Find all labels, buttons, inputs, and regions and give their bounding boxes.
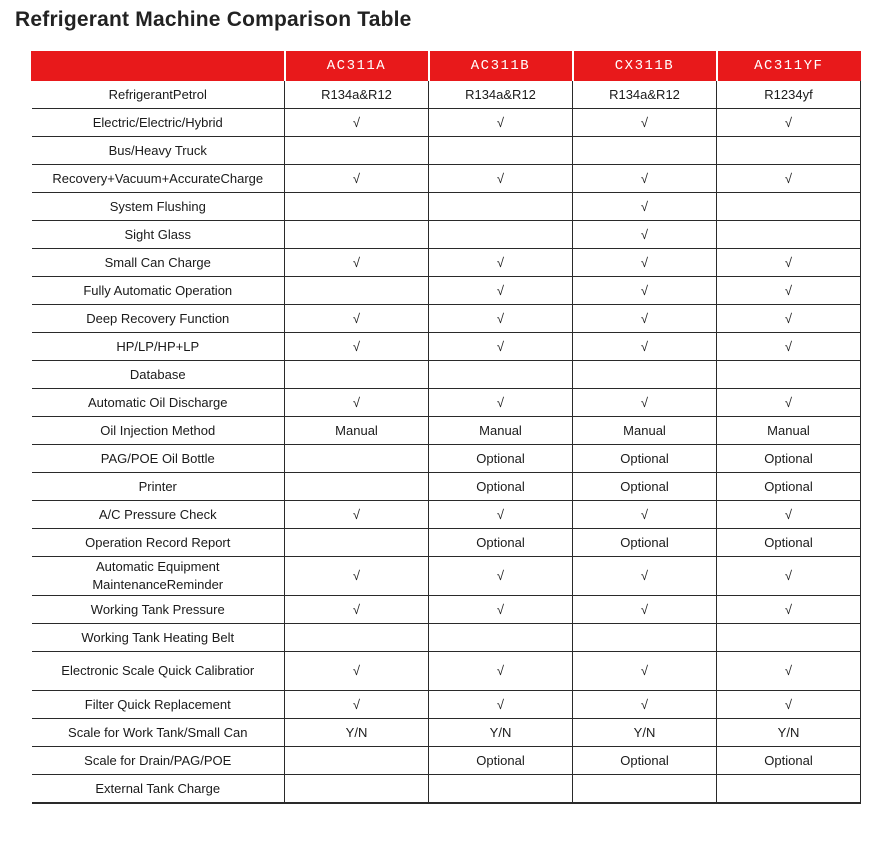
value-cell — [285, 747, 429, 775]
table-header — [32, 52, 861, 81]
check-mark-cell: √ — [285, 389, 429, 417]
value-cell: Optional — [573, 473, 717, 501]
feature-label: Working Tank Heating Belt — [32, 624, 285, 652]
value-cell — [429, 137, 573, 165]
header-feature-cell — [32, 52, 285, 81]
feature-label: Sight Glass — [32, 221, 285, 249]
table-row — [32, 277, 861, 305]
feature-label: A/C Pressure Check — [32, 501, 285, 529]
value-cell: Optional — [717, 529, 861, 557]
table-row — [32, 747, 861, 775]
value-cell: R134a&R12 — [285, 81, 429, 109]
check-mark-cell: √ — [717, 596, 861, 624]
value-cell — [573, 775, 717, 804]
check-mark-cell: √ — [285, 305, 429, 333]
check-mark-cell: √ — [717, 333, 861, 361]
value-cell — [285, 137, 429, 165]
value-cell: R134a&R12 — [573, 81, 717, 109]
value-cell — [285, 529, 429, 557]
check-mark-cell: √ — [285, 165, 429, 193]
check-mark-cell: √ — [285, 596, 429, 624]
feature-label: RefrigerantPetrol — [32, 81, 285, 109]
value-cell — [285, 775, 429, 804]
check-mark-cell: √ — [573, 193, 717, 221]
value-cell — [429, 361, 573, 389]
value-cell: Y/N — [429, 719, 573, 747]
header-row — [32, 52, 861, 81]
value-cell — [285, 193, 429, 221]
check-mark-cell: √ — [717, 652, 861, 691]
check-mark-cell: √ — [285, 501, 429, 529]
check-mark-cell: √ — [285, 333, 429, 361]
check-mark-cell: √ — [573, 501, 717, 529]
feature-label: Scale for Drain/PAG/POE — [32, 747, 285, 775]
table-row — [32, 691, 861, 719]
value-cell — [717, 193, 861, 221]
feature-label: Electric/Electric/Hybrid — [32, 109, 285, 137]
check-mark-cell: √ — [717, 691, 861, 719]
feature-label: HP/LP/HP+LP — [32, 333, 285, 361]
feature-label: Automatic Oil Discharge — [32, 389, 285, 417]
value-cell — [285, 445, 429, 473]
value-cell: Y/N — [573, 719, 717, 747]
table-row — [32, 81, 861, 109]
check-mark-cell: √ — [285, 249, 429, 277]
table-row — [32, 109, 861, 137]
page-title: Refrigerant Machine Comparison Table — [15, 8, 412, 31]
value-cell: Optional — [573, 445, 717, 473]
check-mark-cell: √ — [285, 557, 429, 596]
table-body — [32, 81, 861, 804]
value-cell: Manual — [285, 417, 429, 445]
check-mark-cell: √ — [429, 109, 573, 137]
value-cell — [285, 624, 429, 652]
table-row — [32, 389, 861, 417]
check-mark-cell: √ — [573, 277, 717, 305]
check-mark-cell: √ — [717, 305, 861, 333]
value-cell — [285, 473, 429, 501]
check-mark-cell: √ — [717, 109, 861, 137]
table-row — [32, 193, 861, 221]
feature-label: Small Can Charge — [32, 249, 285, 277]
table-row — [32, 652, 861, 691]
check-mark-cell: √ — [285, 109, 429, 137]
check-mark-cell: √ — [429, 691, 573, 719]
table-row — [32, 361, 861, 389]
feature-label: PAG/POE Oil Bottle — [32, 445, 285, 473]
table-row — [32, 305, 861, 333]
value-cell: Optional — [573, 529, 717, 557]
table-row — [32, 596, 861, 624]
check-mark-cell: √ — [429, 333, 573, 361]
check-mark-cell: √ — [717, 249, 861, 277]
value-cell — [429, 775, 573, 804]
feature-label: Working Tank Pressure — [32, 596, 285, 624]
value-cell: R1234yf — [717, 81, 861, 109]
feature-label: Database — [32, 361, 285, 389]
value-cell — [429, 193, 573, 221]
table-row — [32, 473, 861, 501]
check-mark-cell: √ — [429, 652, 573, 691]
value-cell — [573, 624, 717, 652]
check-mark-cell: √ — [717, 557, 861, 596]
table-row — [32, 501, 861, 529]
value-cell: R134a&R12 — [429, 81, 573, 109]
value-cell: Manual — [429, 417, 573, 445]
check-mark-cell: √ — [573, 249, 717, 277]
value-cell — [285, 221, 429, 249]
table-row — [32, 137, 861, 165]
value-cell — [717, 624, 861, 652]
header-model-ac311yf: AC311YF — [717, 52, 861, 81]
value-cell: Optional — [717, 473, 861, 501]
check-mark-cell: √ — [429, 165, 573, 193]
check-mark-cell: √ — [573, 389, 717, 417]
table-row — [32, 417, 861, 445]
feature-label: External Tank Charge — [32, 775, 285, 804]
value-cell: Optional — [429, 529, 573, 557]
table-row — [32, 719, 861, 747]
table-row — [32, 333, 861, 361]
value-cell: Manual — [717, 417, 861, 445]
feature-label: Deep Recovery Function — [32, 305, 285, 333]
check-mark-cell: √ — [429, 249, 573, 277]
value-cell — [717, 775, 861, 804]
table-row — [32, 165, 861, 193]
feature-label: Printer — [32, 473, 285, 501]
table-row — [32, 775, 861, 804]
table-row — [32, 557, 861, 596]
table-row — [32, 529, 861, 557]
value-cell — [573, 137, 717, 165]
check-mark-cell: √ — [429, 277, 573, 305]
feature-label: Fully Automatic Operation — [32, 277, 285, 305]
feature-label: Electronic Scale Quick Calibratior — [32, 652, 285, 691]
value-cell — [717, 221, 861, 249]
check-mark-cell: √ — [573, 652, 717, 691]
check-mark-cell: √ — [573, 333, 717, 361]
value-cell: Y/N — [285, 719, 429, 747]
check-mark-cell: √ — [429, 557, 573, 596]
check-mark-cell: √ — [717, 389, 861, 417]
header-model-ac311b: AC311B — [429, 52, 573, 81]
feature-label: Filter Quick Replacement — [32, 691, 285, 719]
feature-label: Bus/Heavy Truck — [32, 137, 285, 165]
check-mark-cell: √ — [573, 691, 717, 719]
check-mark-cell: √ — [573, 165, 717, 193]
feature-label: System Flushing — [32, 193, 285, 221]
comparison-table — [31, 51, 861, 804]
check-mark-cell: √ — [429, 596, 573, 624]
check-mark-cell: √ — [429, 389, 573, 417]
header-model-cx311b: CX311B — [573, 52, 717, 81]
value-cell: Optional — [573, 747, 717, 775]
value-cell: Optional — [429, 747, 573, 775]
check-mark-cell: √ — [285, 652, 429, 691]
value-cell — [429, 624, 573, 652]
check-mark-cell: √ — [573, 109, 717, 137]
check-mark-cell: √ — [717, 501, 861, 529]
value-cell — [573, 361, 717, 389]
feature-label: Recovery+Vacuum+AccurateCharge — [32, 165, 285, 193]
check-mark-cell: √ — [717, 277, 861, 305]
check-mark-cell: √ — [573, 221, 717, 249]
value-cell: Optional — [429, 473, 573, 501]
value-cell — [429, 221, 573, 249]
feature-label: Automatic Equipment MaintenanceReminder — [32, 557, 285, 596]
value-cell — [717, 361, 861, 389]
value-cell: Optional — [717, 445, 861, 473]
table-row — [32, 624, 861, 652]
check-mark-cell: √ — [717, 165, 861, 193]
value-cell: Optional — [717, 747, 861, 775]
value-cell: Y/N — [717, 719, 861, 747]
value-cell — [717, 137, 861, 165]
check-mark-cell: √ — [429, 501, 573, 529]
feature-label: Oil Injection Method — [32, 417, 285, 445]
value-cell: Manual — [573, 417, 717, 445]
table-row — [32, 249, 861, 277]
check-mark-cell: √ — [573, 305, 717, 333]
header-model-ac311a: AC311A — [285, 52, 429, 81]
check-mark-cell: √ — [429, 305, 573, 333]
feature-label: Scale for Work Tank/Small Can — [32, 719, 285, 747]
value-cell: Optional — [429, 445, 573, 473]
check-mark-cell: √ — [573, 596, 717, 624]
table-row — [32, 221, 861, 249]
check-mark-cell: √ — [573, 557, 717, 596]
check-mark-cell: √ — [285, 691, 429, 719]
table-row — [32, 445, 861, 473]
value-cell — [285, 277, 429, 305]
value-cell — [285, 361, 429, 389]
feature-label: Operation Record Report — [32, 529, 285, 557]
